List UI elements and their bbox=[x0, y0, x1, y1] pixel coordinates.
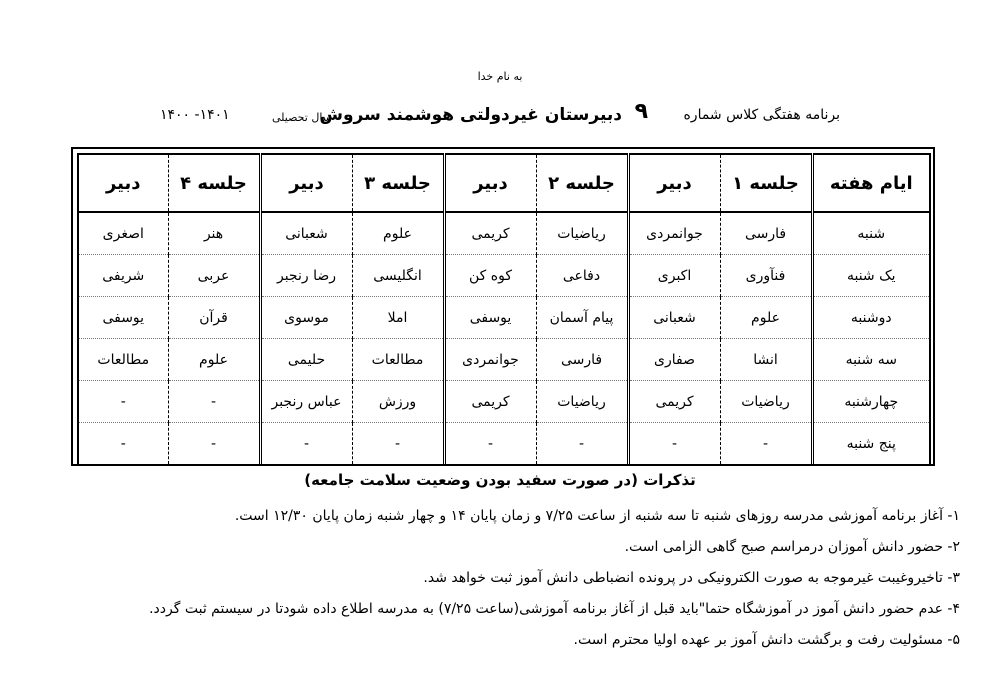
teacher-3-cell: حلیمی bbox=[260, 339, 352, 381]
teacher-2-cell: کوه کن bbox=[444, 255, 536, 297]
teacher-1-cell: شعبانی bbox=[628, 297, 720, 339]
header-session-4: جلسه ۴ bbox=[168, 154, 260, 212]
session-1-cell: فنآوری bbox=[720, 255, 812, 297]
teacher-3-cell: موسوی bbox=[260, 297, 352, 339]
session-3-cell: ورزش bbox=[352, 381, 444, 423]
header-session-1: جلسه ۱ bbox=[720, 154, 812, 212]
session-4-cell: قرآن bbox=[168, 297, 260, 339]
basmala: به نام خدا bbox=[477, 70, 523, 83]
header-session-3: جلسه ۳ bbox=[352, 154, 444, 212]
session-4-cell: علوم bbox=[168, 339, 260, 381]
session-1-cell: - bbox=[720, 423, 812, 466]
teacher-2-cell: جوانمردی bbox=[444, 339, 536, 381]
session-2-cell: ریاضیات bbox=[536, 381, 628, 423]
session-2-cell: ریاضیات bbox=[536, 212, 628, 255]
note-item: ۳- تاخیروغیبت غیرموجه به صورت الکترونیکی در پرونده انضباطی دانش آموز ثبت خواهد شد. bbox=[423, 570, 960, 586]
table-row bbox=[78, 381, 930, 423]
teacher-4-cell: - bbox=[78, 381, 168, 423]
teacher-4-cell: شریفی bbox=[78, 255, 168, 297]
session-2-cell: - bbox=[536, 423, 628, 466]
header-teacher-2: دبیر bbox=[444, 154, 536, 212]
session-4-cell: هنر bbox=[168, 212, 260, 255]
teacher-4-cell: اصغری bbox=[78, 212, 168, 255]
session-3-cell: انگلیسی bbox=[352, 255, 444, 297]
table-row bbox=[78, 339, 930, 381]
header-teacher-3: دبیر bbox=[260, 154, 352, 212]
table-header-row bbox=[78, 154, 930, 212]
day-cell: سه شنبه bbox=[812, 339, 930, 381]
academic-year-label: سال تحصیلی bbox=[272, 111, 332, 124]
session-1-cell: ریاضیات bbox=[720, 381, 812, 423]
day-cell: دوشنبه bbox=[812, 297, 930, 339]
session-3-cell: علوم bbox=[352, 212, 444, 255]
teacher-1-cell: جوانمردی bbox=[628, 212, 720, 255]
header-day: ایام هفته bbox=[812, 154, 930, 212]
table-row bbox=[78, 212, 930, 255]
teacher-4-cell: مطالعات bbox=[78, 339, 168, 381]
academic-year-value: ۱۴۰۱- ۱۴۰۰ bbox=[160, 107, 230, 123]
day-cell: یک شنبه bbox=[812, 255, 930, 297]
teacher-1-cell: کریمی bbox=[628, 381, 720, 423]
note-item: ۲- حضور دانش آموزان درمراسم صبح گاهی الزامی است. bbox=[624, 539, 960, 555]
table-row bbox=[78, 255, 930, 297]
teacher-3-cell: شعبانی bbox=[260, 212, 352, 255]
note-item: ۴- عدم حضور دانش آموز در آموزشگاه حتما"باید قبل از آغاز برنامه آموزشی(ساعت ۷/۲۵) به مدرسه اطلاع داده شودتا در سیستم ثبت گردد. bbox=[149, 601, 960, 617]
header-session-2: جلسه ۲ bbox=[536, 154, 628, 212]
teacher-2-cell: کریمی bbox=[444, 381, 536, 423]
note-item: ۵- مسئولیت رفت و برگشت دانش آموز بر عهده اولیا محترم است. bbox=[573, 632, 960, 648]
day-cell: شنبه bbox=[812, 212, 930, 255]
day-cell: چهارشنبه bbox=[812, 381, 930, 423]
table-row bbox=[78, 423, 930, 466]
teacher-2-cell: - bbox=[444, 423, 536, 466]
title-line bbox=[160, 99, 840, 131]
session-2-cell: فارسی bbox=[536, 339, 628, 381]
day-cell: پنج شنبه bbox=[812, 423, 930, 466]
session-4-cell: - bbox=[168, 423, 260, 466]
school-name: دبیرستان غیردولتی هوشمند سروش bbox=[319, 105, 622, 125]
notes-title: تذکرات (در صورت سفید بودن وضعیت سلامت جامعه) bbox=[304, 471, 696, 489]
schedule-title: برنامه هفتگی کلاس شماره bbox=[683, 107, 840, 123]
session-1-cell: علوم bbox=[720, 297, 812, 339]
header-teacher-1: دبیر bbox=[628, 154, 720, 212]
session-1-cell: فارسی bbox=[720, 212, 812, 255]
table-row bbox=[78, 297, 930, 339]
teacher-2-cell: یوسفی bbox=[444, 297, 536, 339]
teacher-1-cell: اکبری bbox=[628, 255, 720, 297]
teacher-4-cell: یوسفی bbox=[78, 297, 168, 339]
session-3-cell: املا bbox=[352, 297, 444, 339]
session-3-cell: - bbox=[352, 423, 444, 466]
session-2-cell: پیام آسمان bbox=[536, 297, 628, 339]
class-number: ۹ bbox=[634, 99, 648, 124]
session-2-cell: دفاعی bbox=[536, 255, 628, 297]
teacher-4-cell: - bbox=[78, 423, 168, 466]
schedule-table bbox=[77, 153, 931, 466]
teacher-2-cell: کریمی bbox=[444, 212, 536, 255]
note-item: ۱- آغاز برنامه آموزشی مدرسه روزهای شنبه تا سه شنبه از ساعت ۷/۲۵ و زمان پایان ۱۴ و چهار شنبه زمان پایان ۱۲/۳۰ است. bbox=[234, 508, 960, 524]
teacher-1-cell: - bbox=[628, 423, 720, 466]
teacher-3-cell: رضا رنجبر bbox=[260, 255, 352, 297]
schedule-table-frame bbox=[71, 147, 935, 466]
header-teacher-4: دبیر bbox=[78, 154, 168, 212]
session-4-cell: - bbox=[168, 381, 260, 423]
teacher-1-cell: صفاری bbox=[628, 339, 720, 381]
session-3-cell: مطالعات bbox=[352, 339, 444, 381]
session-4-cell: عربی bbox=[168, 255, 260, 297]
session-1-cell: انشا bbox=[720, 339, 812, 381]
teacher-3-cell: - bbox=[260, 423, 352, 466]
teacher-3-cell: عباس رنجبر bbox=[260, 381, 352, 423]
